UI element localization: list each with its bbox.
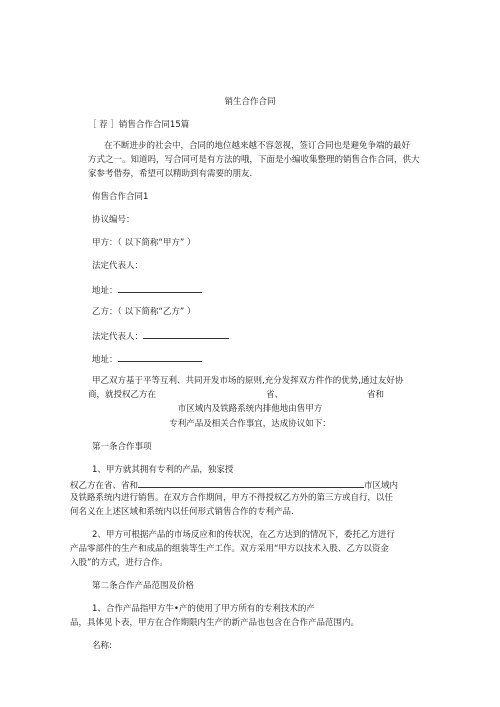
document-title: 销生合作合同 [224,97,276,107]
legal-rep-b-blank [143,328,229,339]
intro-line-1: 在不断进步的社会中，合同的地位越来越不容忽视，签订合同也是避免争端的最好 [104,141,411,151]
article-2-p1-line-2: 品，具体见卜表，甲方在合作期限内生产的新产品也包含在合作产品范围内。 [70,618,360,628]
legal-rep-b-row [92,328,229,344]
product-name-label: 名称: [92,641,112,651]
article-1-p2-line-3: 入股”的方式，进行合作。 [70,558,168,568]
preamble-line-2-b: 省、 [266,390,284,400]
article-2-heading: 第二条合作产品范围及价格 [92,581,195,591]
contract-name: 侑售合作合同1 [92,192,149,202]
preamble-line-3: 市区域内及铁路系统内排他地由售甲方 [177,404,323,414]
document-subtitle: ［ 荐 ］销售合作合同15篇 [88,120,190,130]
article-1-p2-line-2: 产品零部件的生产和成品的组装等生产工作。双方采用“甲方以技术入股、乙方以资金 [70,544,389,554]
preamble-line-2 [88,388,384,402]
preamble-line-4: 专利产品及相关合作事宜，达成协议如下： [169,419,331,429]
article-1-p1-line-1: 1、甲方就其拥有专利的产品，独家授 [92,465,234,475]
party-a-label: 甲方：（ 以下简称“甲方” ） [92,238,196,248]
article-2-p1-line-1: 1、合作产品指甲方牛•产的使用了甲方所有的专利技术的产 [92,604,315,614]
article-1-p1-line-2-a: 权乙方在省、省和 [70,481,139,491]
article-1-heading: 第一条合作事项 [92,442,152,452]
preamble-line-1: 甲乙双方基于平等互利、共同开发市场的原则,充分发挥双方件作的优势,通过友好协 [92,376,404,386]
legal-rep-b-label: 法定代表人： [92,332,144,342]
article-1-p2-line-1: 2、甲方可根据产品的市场反应和的传状况，在乙方达到的情况下，委托乙方进行 [92,530,395,540]
protocol-number-label: 协议编号： [92,215,135,225]
address-a-label: 地址： [92,286,118,296]
address-a-blank [118,282,202,293]
article-1-p1-line-2-b: 市区域内 [364,481,399,491]
intro-line-2: 方式之一。知道吗，写合同可是有方法的哦，下面是小编收集整理的销售合作合同，供大 [88,155,420,165]
address-a-row [92,282,202,298]
region-blank [138,477,364,488]
article-1-p1-line-4: 何名义在上述区域和系统内以任何形式销售合作的专利产品. [70,507,294,517]
article-1-p1-line-3: 及铁路系统内进行销售。在双方合作期间，甲方不得授权乙方外的第三方或自行，以任 [70,493,394,503]
intro-line-3: 家参考借券，希望可以精助到有需要的朋友. [88,169,253,179]
address-b-row [92,351,202,367]
address-b-blank [118,351,202,362]
preamble-line-2-c: 省和 [367,390,385,400]
preamble-line-2-a: 商，就授权乙方在 [88,390,157,400]
party-b-label: 乙方：（ 以下简称“乙方” ） [92,307,196,317]
legal-rep-a-label: 法定代表人： [92,261,144,271]
address-b-label: 地址： [92,355,118,365]
